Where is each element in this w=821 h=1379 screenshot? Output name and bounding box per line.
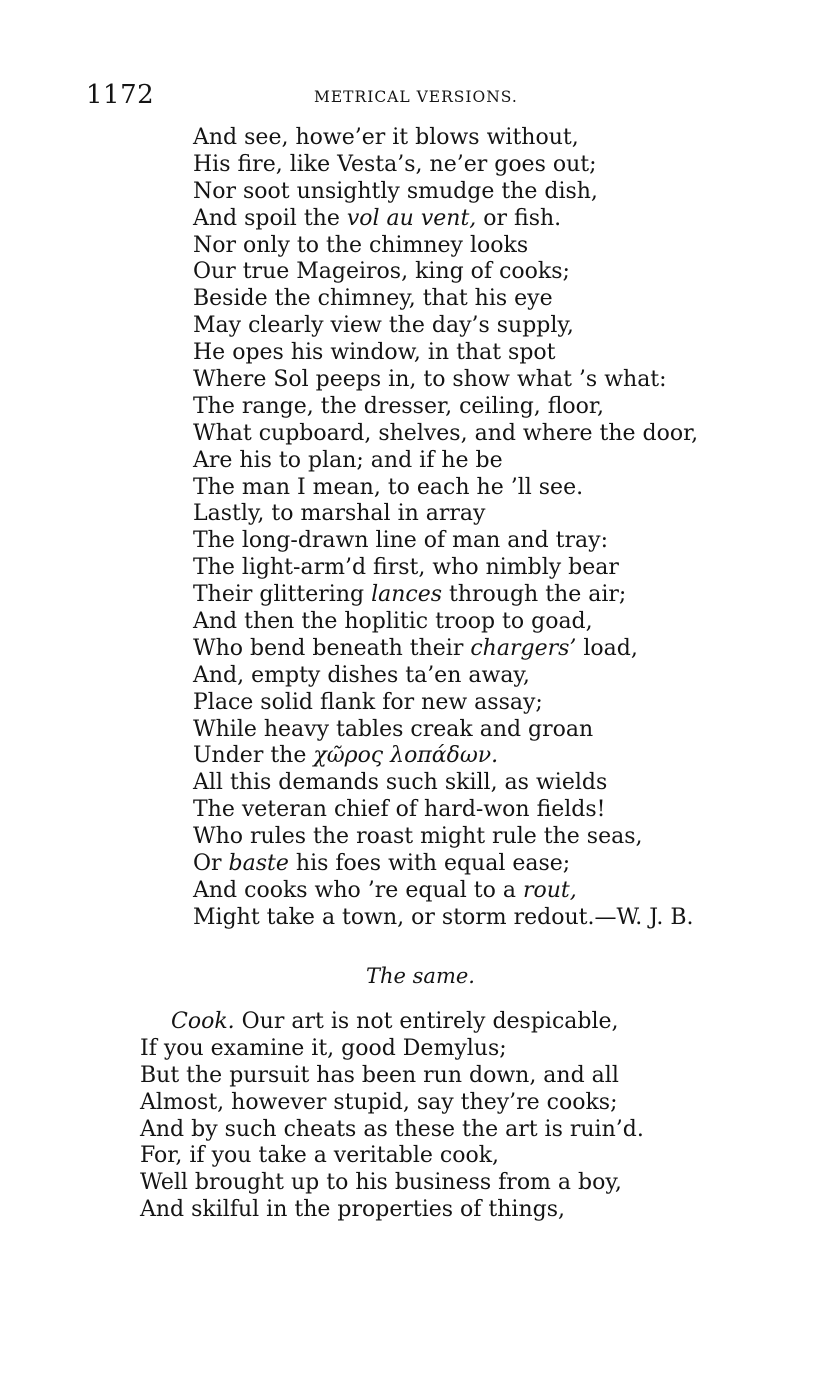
poem-line: All this demands such skill, as wields	[193, 770, 608, 796]
poem-line: Who rules the roast might rule the seas,	[193, 824, 643, 850]
poem-line: And then the hoplitic troop to goad,	[193, 609, 593, 635]
poem-line: Are his to plan; and if he be	[193, 447, 503, 473]
poem-line: The light-arm’d first, who nimbly bear	[193, 555, 619, 581]
poem-line: The man I mean, to each he ’ll see.	[193, 474, 584, 500]
poem-line: Their glittering lances through the air;	[193, 582, 627, 608]
poem-line: The range, the dresser, ceiling, floor,	[193, 393, 605, 419]
running-head: METRICAL VERSIONS.	[314, 88, 518, 106]
prose-line: Almost, however stupid, say they’re cooks;	[140, 1089, 618, 1115]
prose-passage	[140, 1009, 760, 1224]
poem-line: Nor soot unsightly smudge the dish,	[193, 178, 598, 204]
italic-phrase: lances	[371, 582, 443, 608]
poem-line: Or baste his foes with equal ease;	[193, 851, 571, 877]
prose-line: If you examine it, good Demylus;	[140, 1035, 507, 1061]
italic-phrase: baste	[228, 851, 289, 877]
poem-line: And cooks who ’re equal to a rout,	[193, 877, 577, 903]
speaker-label: Cook.	[171, 1009, 235, 1034]
poem-line: Who bend beneath their chargers’ load,	[193, 635, 638, 661]
prose-line: Well brought up to his business from a boy,	[140, 1170, 622, 1196]
poem-line: He opes his window, in that spot	[193, 340, 556, 366]
italic-phrase: rout,	[522, 877, 577, 903]
poem-line: The long-drawn line of man and tray:	[193, 528, 608, 554]
poem-line: While heavy tables creak and groan	[193, 716, 594, 742]
poem-line: His fire, like Vesta’s, ne’er goes out;	[193, 151, 597, 177]
poem-line: And see, howe’er it blows without,	[193, 125, 579, 150]
section-title: The same.	[366, 964, 475, 988]
poem-line: And, empty dishes ta’en away,	[193, 662, 530, 688]
poem-line: Nor only to the chimney looks	[193, 232, 529, 258]
prose-line: For, if you take a veritable cook,	[140, 1143, 500, 1169]
poem-line: Place solid flank for new assay;	[193, 689, 543, 715]
prose-line: And skilful in the properties of things,	[140, 1197, 565, 1223]
poem-line: Might take a town, or storm redout.—W. J. B.	[193, 904, 694, 930]
poem-line: Beside the chimney, that his eye	[193, 286, 553, 312]
prose-line: But the pursuit has been run down, and all	[140, 1062, 619, 1088]
poem-line: Where Sol peeps in, to show what ’s what:	[193, 367, 667, 393]
poem-line: Lastly, to marshal in array	[193, 501, 486, 527]
page-number: 1172	[86, 80, 155, 110]
prose-line: Cook. Our art is not entirely despicable,	[171, 1009, 619, 1034]
poem-line: The veteran chief of hard-won fields!	[193, 797, 606, 823]
italic-phrase: vol au vent,	[346, 205, 477, 231]
poem	[193, 125, 753, 932]
greek-phrase: χῶρος λοπάδων.	[313, 743, 499, 769]
poem-line: Our true Mageiros, king of cooks;	[193, 259, 570, 285]
italic-phrase: chargers’	[470, 635, 577, 661]
poem-line: May clearly view the day’s supply,	[193, 313, 574, 339]
poem-line: Under the χῶρος λοπάδων.	[193, 743, 499, 769]
poem-line: What cupboard, shelves, and where the door,	[193, 420, 699, 446]
prose-line: And by such cheats as these the art is ruin’d.	[140, 1116, 644, 1142]
poem-line: And spoil the vol au vent, or fish.	[193, 205, 562, 231]
